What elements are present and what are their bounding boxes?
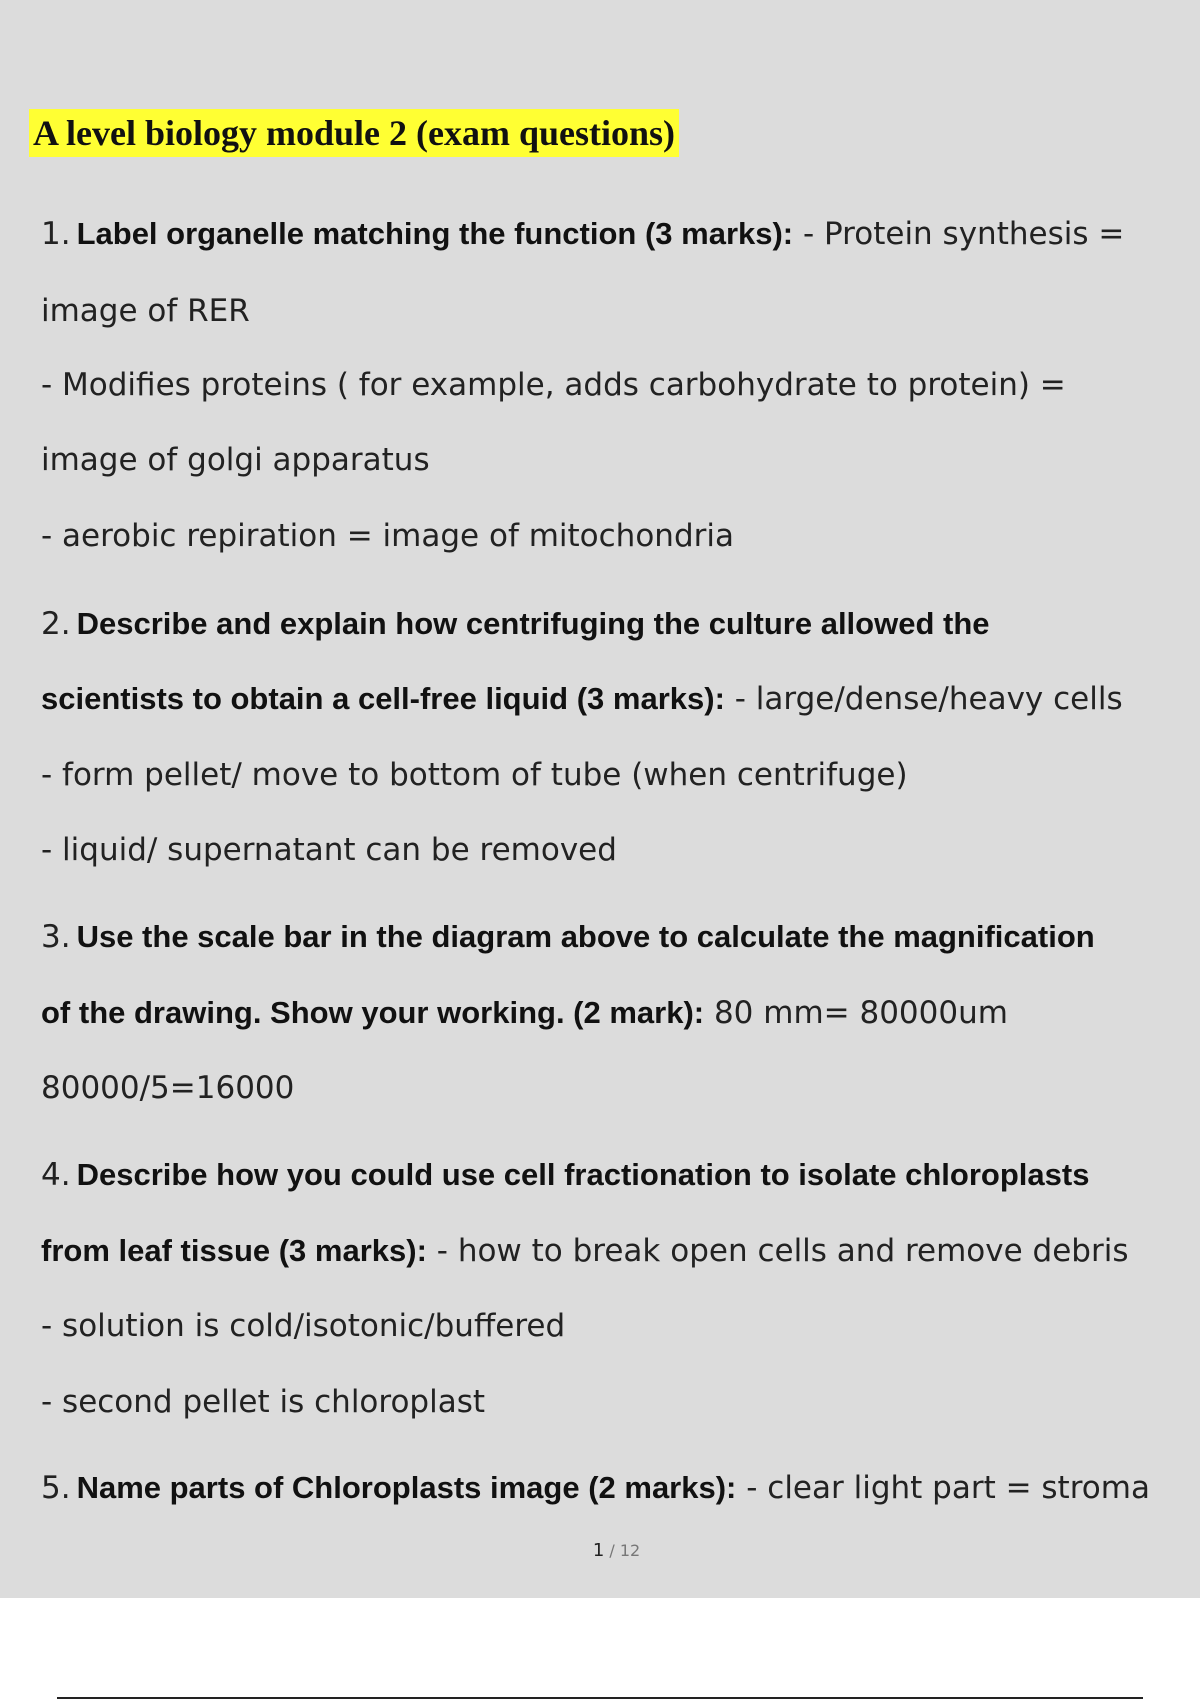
answer-line: image of RER <box>41 293 250 329</box>
question-heading: Describe and explain how centrifuging the culture allowed the <box>76 606 990 641</box>
answer-line: image of golgi apparatus <box>41 442 430 478</box>
total-pages: / 12 <box>604 1541 641 1560</box>
question-heading: Name parts of Chloroplasts image (2 marks): <box>76 1470 737 1505</box>
page-indicator <box>0 1540 1200 1561</box>
answer-line: - solution is cold/isotonic/buffered <box>41 1308 566 1344</box>
question-4-heading-line-2 <box>41 1231 1128 1271</box>
current-page: 1 <box>592 1540 605 1561</box>
question-heading: from leaf tissue (3 marks): <box>41 1233 427 1268</box>
answer-line: - Modifies proteins ( for example, adds carbohydrate to protein) = <box>41 367 1066 403</box>
question-3-heading-line <box>41 917 1095 957</box>
question-number: 5. <box>41 1470 71 1506</box>
question-heading: Use the scale bar in the diagram above to calculate the magnification <box>76 919 1095 954</box>
answer-text: - how to break open cells and remove debris <box>426 1233 1129 1269</box>
answer-line: - liquid/ supernatant can be removed <box>41 832 617 868</box>
question-heading: Label organelle matching the function (3 marks): <box>76 216 794 251</box>
answer-text: - clear light part = stroma <box>736 1470 1150 1506</box>
answer-line: - aerobic repiration = image of mitochondria <box>41 518 734 554</box>
question-number: 4. <box>41 1157 71 1193</box>
answer-text: - large/dense/heavy cells <box>724 681 1123 717</box>
question-4-heading-line <box>41 1155 1089 1195</box>
answer-line: - form pellet/ move to bottom of tube (when centrifuge) <box>41 757 908 793</box>
question-number: 3. <box>41 919 71 955</box>
question-2-heading-line-2 <box>41 679 1123 719</box>
question-heading: of the drawing. Show your working. (2 mark): <box>41 995 705 1030</box>
question-1-heading-line <box>41 214 1124 254</box>
answer-text: 80 mm= 80000um <box>704 995 1008 1031</box>
question-2-heading-line <box>41 604 990 644</box>
answer-line: - second pellet is chloroplast <box>41 1384 486 1420</box>
question-3-heading-line-2 <box>41 993 1008 1033</box>
document-title: A level biology module 2 (exam questions) <box>29 109 679 157</box>
answer-text: - Protein synthesis = <box>793 216 1125 252</box>
question-heading: Describe how you could use cell fractionation to isolate chloroplasts <box>76 1157 1090 1192</box>
question-number: 2. <box>41 606 71 642</box>
question-number: 1. <box>41 216 71 252</box>
question-5-heading-line <box>41 1468 1150 1508</box>
answer-line: 80000/5=16000 <box>41 1070 295 1106</box>
next-page-divider <box>57 1697 1143 1699</box>
question-heading: scientists to obtain a cell-free liquid (3 marks): <box>41 681 725 716</box>
